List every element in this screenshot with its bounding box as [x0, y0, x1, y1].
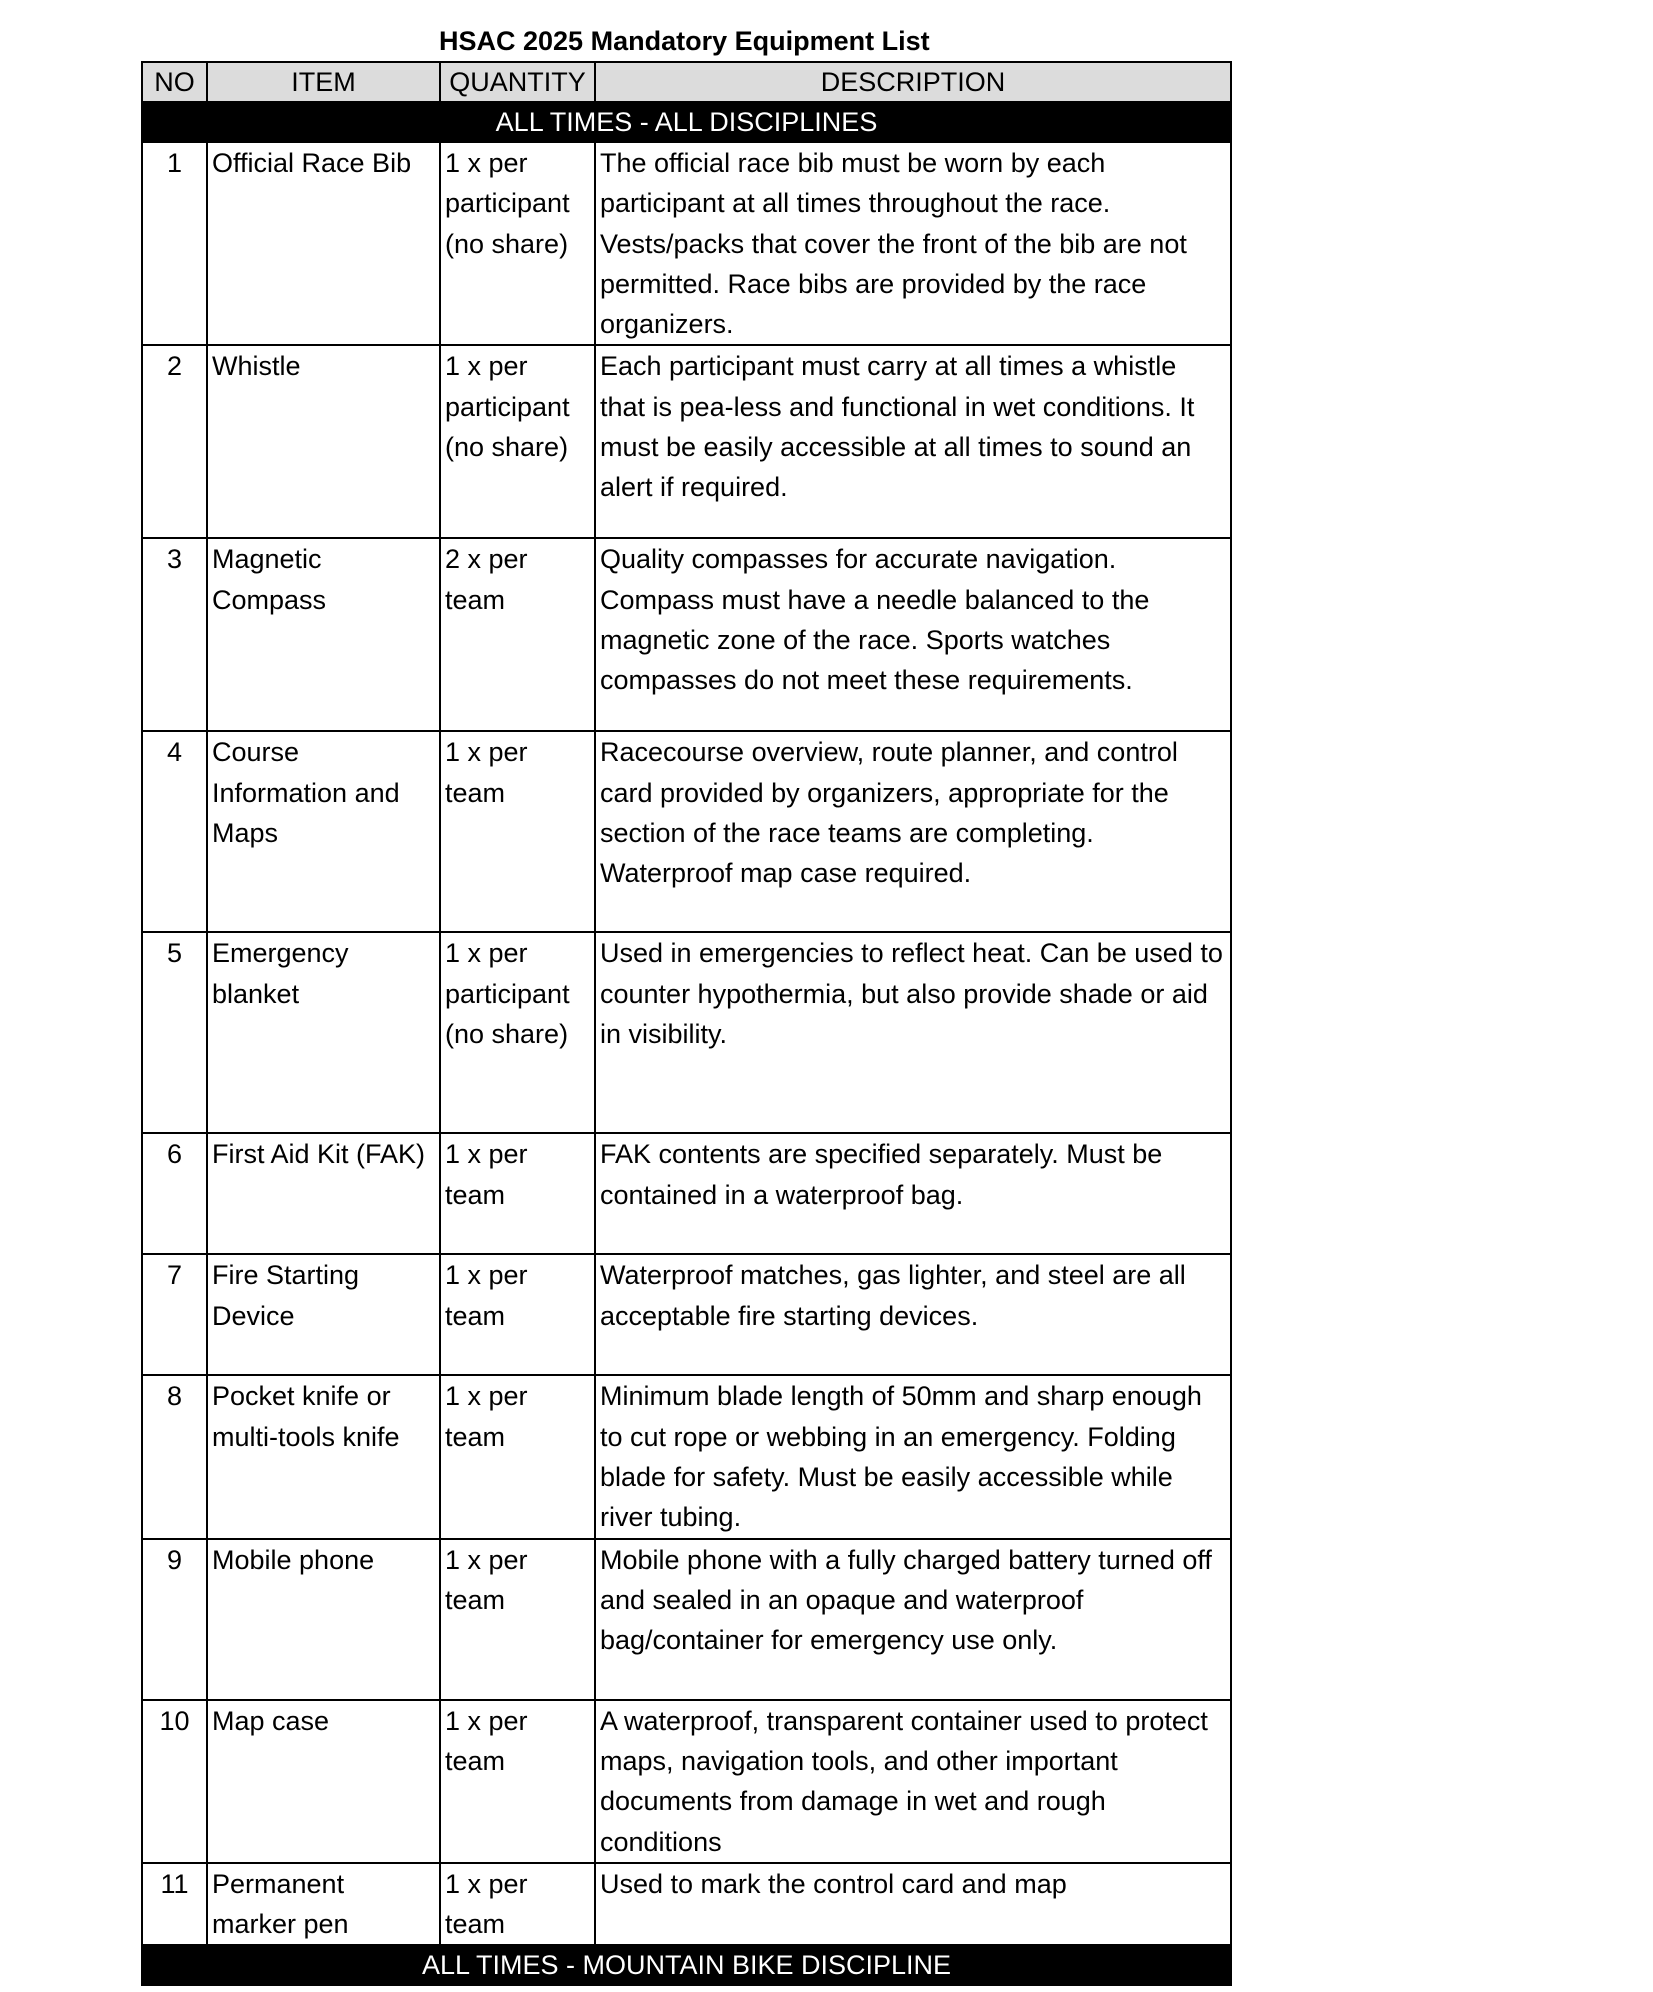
- header-quantity: QUANTITY: [440, 62, 595, 102]
- table-row: [142, 932, 1231, 1133]
- row-quantity: 1 x per participant (no share): [440, 142, 595, 345]
- row-item: Mobile phone: [207, 1539, 440, 1700]
- row-description: Quality compasses for accurate navigation. Compass must have a needle balanced to the magnetic zone of the race. Sports watches compasses do not meet these requirements.: [595, 538, 1231, 731]
- table-row: [142, 1700, 1231, 1863]
- row-item: Fire Starting Device: [207, 1254, 440, 1375]
- row-item: First Aid Kit (FAK): [207, 1133, 440, 1254]
- row-description: Each participant must carry at all times a whistle that is pea-less and functional in wet conditions. It must be easily accessible at all times to sound an alert if required.: [595, 345, 1231, 538]
- row-description: FAK contents are specified separately. Must be contained in a waterproof bag.: [595, 1133, 1231, 1254]
- row-no: 7: [142, 1254, 207, 1375]
- table-row: [142, 1133, 1231, 1254]
- row-description: The official race bib must be worn by each participant at all times throughout the race. Vests/packs that cover the front of the bib are not permitted. Race bibs are provided by the race organizers.: [595, 142, 1231, 345]
- row-no: 5: [142, 932, 207, 1133]
- row-no: 10: [142, 1700, 207, 1863]
- section-row: [142, 1945, 1231, 1985]
- header-row: [142, 62, 1231, 102]
- row-quantity: 1 x per team: [440, 1539, 595, 1700]
- row-quantity: 1 x per team: [440, 731, 595, 932]
- section-mountain-bike: ALL TIMES - MOUNTAIN BIKE DISCIPLINE: [142, 1945, 1231, 1985]
- row-quantity: 1 x per team: [440, 1700, 595, 1863]
- row-quantity: 1 x per team: [440, 1254, 595, 1375]
- row-description: Mobile phone with a fully charged battery turned off and sealed in an opaque and waterproof bag/container for emergency use only.: [595, 1539, 1231, 1700]
- section-all-disciplines: ALL TIMES - ALL DISCIPLINES: [142, 102, 1231, 142]
- table-row: [142, 1375, 1231, 1538]
- row-quantity: 1 x per participant (no share): [440, 932, 595, 1133]
- row-no: 9: [142, 1539, 207, 1700]
- row-description: A waterproof, transparent container used to protect maps, navigation tools, and other important documents from damage in wet and rough conditions: [595, 1700, 1231, 1863]
- section-row: [142, 102, 1231, 142]
- header-description: DESCRIPTION: [595, 62, 1231, 102]
- header-no: NO: [142, 62, 207, 102]
- row-item: Magnetic Compass: [207, 538, 440, 731]
- row-description: Minimum blade length of 50mm and sharp enough to cut rope or webbing in an emergency. Folding blade for safety. Must be easily accessible while river tubing.: [595, 1375, 1231, 1538]
- table-row: [142, 345, 1231, 538]
- row-description: Waterproof matches, gas lighter, and steel are all acceptable fire starting devices.: [595, 1254, 1231, 1375]
- table-row: [142, 1863, 1231, 1946]
- row-no: 4: [142, 731, 207, 932]
- header-item: ITEM: [207, 62, 440, 102]
- document-title: HSAC 2025 Mandatory Equipment List: [439, 26, 930, 56]
- row-item: Map case: [207, 1700, 440, 1863]
- row-description: Racecourse overview, route planner, and control card provided by organizers, appropriate for the section of the race teams are completing. Waterproof map case required.: [595, 731, 1231, 932]
- equipment-table: [141, 61, 1232, 1986]
- row-quantity: 1 x per team: [440, 1133, 595, 1254]
- table-row: [142, 142, 1231, 345]
- table-row: [142, 1254, 1231, 1375]
- row-no: 2: [142, 345, 207, 538]
- row-item: Official Race Bib: [207, 142, 440, 345]
- row-quantity: 2 x per team: [440, 538, 595, 731]
- row-quantity: 1 x per team: [440, 1863, 595, 1946]
- row-item: Pocket knife or multi-tools knife: [207, 1375, 440, 1538]
- row-item: Course Information and Maps: [207, 731, 440, 932]
- row-item: Emergency blanket: [207, 932, 440, 1133]
- row-quantity: 1 x per team: [440, 1375, 595, 1538]
- table-row: [142, 538, 1231, 731]
- row-no: 8: [142, 1375, 207, 1538]
- row-no: 1: [142, 142, 207, 345]
- row-no: 3: [142, 538, 207, 731]
- row-item: Whistle: [207, 345, 440, 538]
- row-no: 11: [142, 1863, 207, 1946]
- row-description: Used to mark the control card and map: [595, 1863, 1231, 1946]
- row-no: 6: [142, 1133, 207, 1254]
- row-item: Permanent marker pen: [207, 1863, 440, 1946]
- table-row: [142, 731, 1231, 932]
- row-quantity: 1 x per participant (no share): [440, 345, 595, 538]
- row-description: Used in emergencies to reflect heat. Can be used to counter hypothermia, but also provide shade or aid in visibility.: [595, 932, 1231, 1133]
- table-row: [142, 1539, 1231, 1700]
